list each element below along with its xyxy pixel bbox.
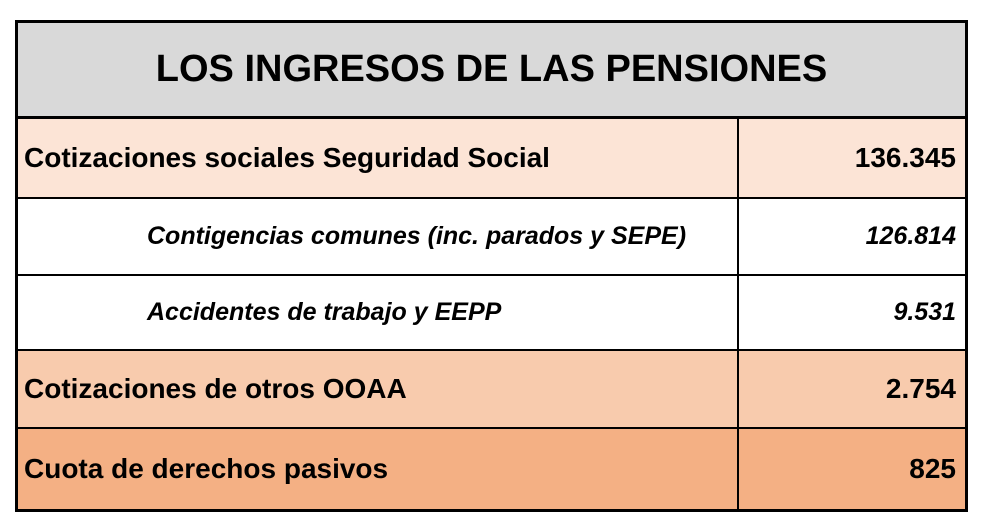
- table-row: [18, 199, 965, 276]
- row-value: 2.754: [737, 351, 965, 427]
- table-row: [18, 429, 965, 509]
- table-row: [18, 119, 965, 199]
- row-label: Contigencias comunes (inc. parados y SEPE): [147, 222, 687, 250]
- row-label: Cotizaciones de otros OOAA: [24, 373, 407, 404]
- row-value: 9.531: [737, 276, 965, 349]
- row-value: 825: [737, 429, 965, 509]
- table-row: [18, 351, 965, 429]
- row-label: Accidentes de trabajo y EEPP: [147, 298, 502, 326]
- pension-income-table: [15, 20, 968, 512]
- table-title: LOS INGRESOS DE LAS PENSIONES: [155, 48, 828, 90]
- row-value: 136.345: [737, 119, 965, 197]
- table-title-row: [18, 23, 965, 119]
- table-row: [18, 276, 965, 351]
- row-value: 126.814: [737, 199, 965, 274]
- row-label: Cuota de derechos pasivos: [24, 453, 389, 484]
- row-label: Cotizaciones sociales Seguridad Social: [24, 142, 550, 173]
